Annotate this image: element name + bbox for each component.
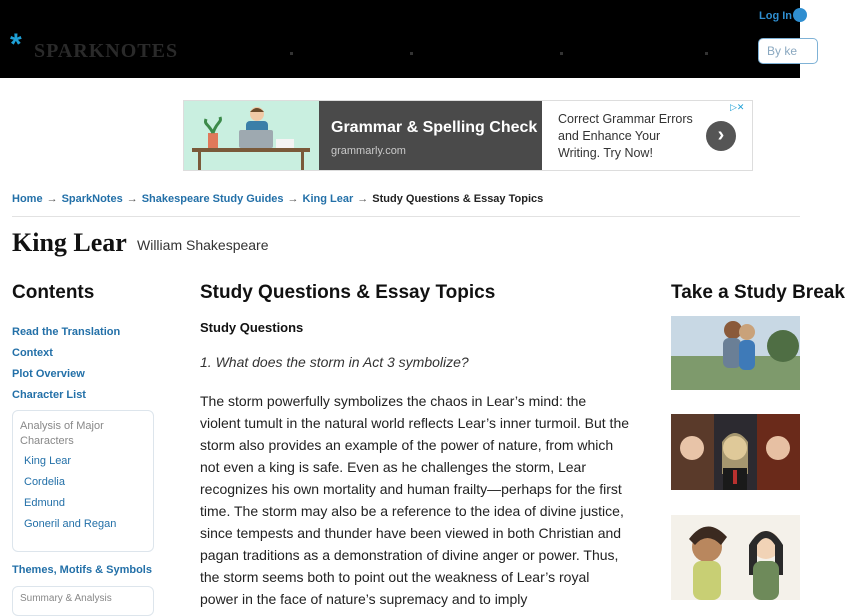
sidebar-item-edmund[interactable]: Edmund bbox=[24, 497, 65, 509]
breadcrumb-sparknotes[interactable]: SparkNotes bbox=[61, 193, 123, 205]
nav-item[interactable] bbox=[560, 52, 563, 55]
subsection-heading: Study Questions bbox=[200, 320, 304, 335]
study-question: 1. What does the storm in Act 3 symbolize? bbox=[200, 354, 469, 370]
advertisement[interactable] bbox=[183, 100, 753, 171]
nav-item[interactable] bbox=[410, 52, 413, 55]
breadcrumb-king-lear[interactable]: King Lear bbox=[302, 193, 354, 205]
study-break-image[interactable] bbox=[671, 515, 800, 600]
breadcrumb-current: Study Questions & Essay Topics bbox=[372, 193, 544, 205]
adchoices-icon[interactable]: ▷✕ bbox=[730, 102, 745, 112]
author-name[interactable]: William Shakespeare bbox=[137, 237, 269, 253]
site-header bbox=[0, 0, 800, 78]
breadcrumb-home[interactable]: Home bbox=[12, 193, 43, 205]
ad-domain: grammarly.com bbox=[331, 145, 406, 157]
sidebar-item-king-lear[interactable]: King Lear bbox=[24, 455, 72, 467]
study-break-image[interactable] bbox=[671, 316, 800, 390]
ad-next-button[interactable]: › bbox=[706, 121, 736, 151]
ad-illustration bbox=[184, 101, 319, 170]
sparknotes-star-icon[interactable]: * bbox=[10, 28, 22, 61]
nav-item[interactable] bbox=[290, 52, 293, 55]
page-title: King Lear bbox=[12, 228, 127, 257]
divider bbox=[12, 216, 800, 217]
study-break-image[interactable] bbox=[671, 414, 800, 490]
breadcrumb-separator: → bbox=[126, 193, 138, 205]
sidebar-item-cordelia[interactable]: Cordelia bbox=[24, 476, 65, 488]
sidebar-link-character-list[interactable]: Character List bbox=[12, 389, 86, 401]
answer-text: The storm powerfully symbolizes the chaos in Lear’s mind: the violent tumult in the natural world reflects Lear’s inner turmoil. But the storm also provides an example of the power of nature, from which not even a king is safe. Even as he challenges the storm, Lear recognizes his own mortality and human frailty—perhaps for the first time. The storm may also be a reference to the idea of divine justice, since tempests and thunder have been viewed in both Christian and pagan traditions as a demonstration of divine anger or power. Thus, the storm seems both to point out the weakness of Lear’s royal power in the face of nature’s supremacy and to imply bbox=[200, 393, 630, 607]
sidebar-link-themes[interactable]: Themes, Motifs & Symbols bbox=[12, 564, 152, 576]
account-icon[interactable] bbox=[793, 8, 807, 22]
sidebar-group-heading[interactable]: Summary & Analysis bbox=[20, 593, 112, 604]
ad-title-panel[interactable] bbox=[319, 101, 542, 170]
search-input[interactable]: By ke bbox=[758, 38, 818, 64]
nav-item[interactable] bbox=[705, 52, 708, 55]
sidebar-link-plot-overview[interactable]: Plot Overview bbox=[12, 368, 85, 380]
breadcrumb-separator: → bbox=[287, 193, 299, 205]
breadcrumb-separator: → bbox=[46, 193, 58, 205]
sidebar-group-summary bbox=[12, 586, 154, 616]
breadcrumb-shakespeare-guides[interactable]: Shakespeare Study Guides bbox=[141, 193, 284, 205]
ad-copy: Correct Grammar Errors and Enhance Your Writing. Try Now! bbox=[558, 112, 693, 160]
contents-heading: Contents bbox=[12, 282, 95, 303]
study-break-heading: Take a Study Break bbox=[671, 282, 845, 303]
breadcrumb bbox=[12, 193, 543, 205]
ad-title[interactable]: Grammar & Spelling Check bbox=[331, 119, 538, 136]
sidebar-link-read-translation[interactable]: Read the Translation bbox=[12, 326, 121, 338]
section-heading: Study Questions & Essay Topics bbox=[200, 282, 496, 303]
breadcrumb-separator: → bbox=[357, 193, 369, 205]
login-link[interactable]: Log In bbox=[759, 10, 792, 22]
site-logo[interactable]: SPARKNOTES bbox=[34, 40, 179, 62]
sidebar-group-heading[interactable]: Analysis of Major Characters bbox=[20, 420, 104, 447]
sidebar-link-context[interactable]: Context bbox=[12, 347, 53, 359]
sidebar-item-goneril-regan[interactable]: Goneril and Regan bbox=[24, 518, 117, 530]
